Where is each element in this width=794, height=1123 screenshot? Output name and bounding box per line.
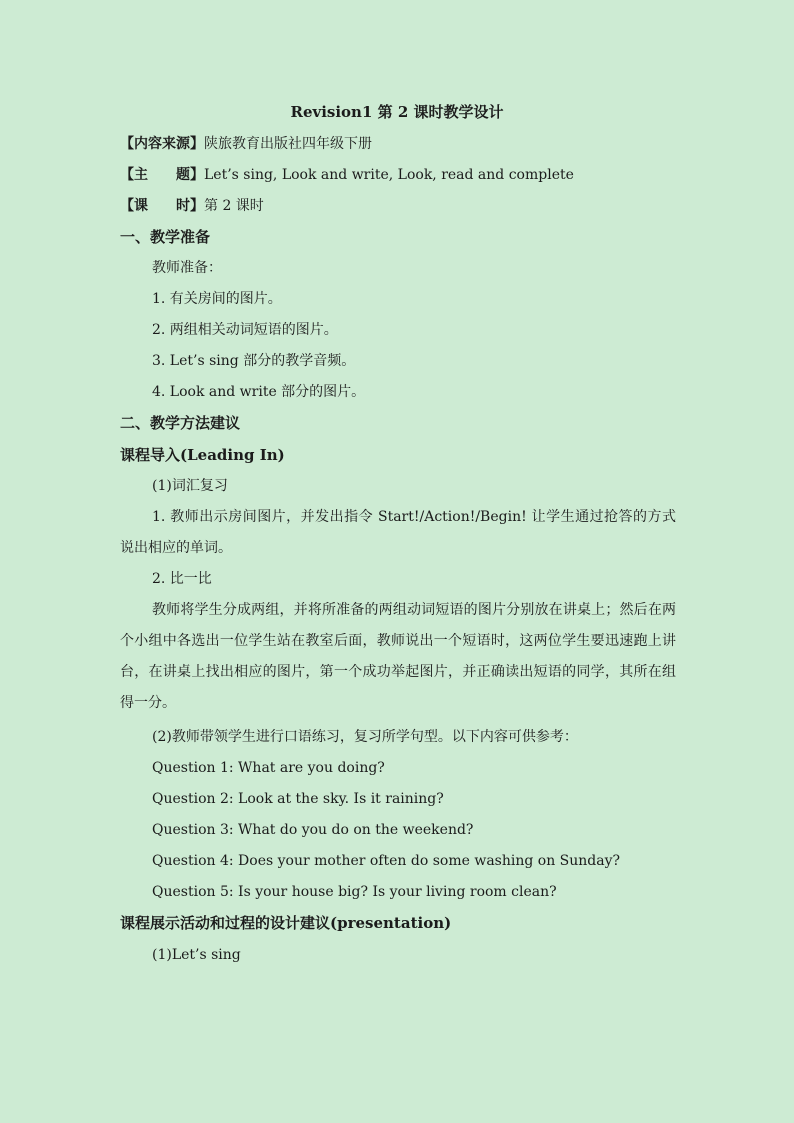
teacher-preparation-intro: 教师准备： <box>152 260 222 276</box>
topic-value: Let’s sing, Look and write, Look, read and complete <box>204 167 574 183</box>
topic-label-end: 题】 <box>176 167 204 183</box>
preparation-item: 2. 两组相关动词短语的图片。 <box>152 322 338 338</box>
compare-paragraph: 教师将学生分成两组，并将所准备的两组动词短语的图片分别放在讲桌上；然后在两个小组中各选出一位学生站在教室后面，教师说出一个短语时，这两位学生要迅速跑上讲台，在讲桌上找出相应的图片，第一个成功举起图片，并正确读出短语的同学，其所在组得一分。 <box>120 602 676 711</box>
question-item: Question 5: Is your house big? Is your living room clean? <box>152 884 557 900</box>
period-label-start: 【课 <box>120 198 148 214</box>
preparation-item: 4. Look and write 部分的图片。 <box>152 384 366 400</box>
lets-sing-subheading: (1)Let’s sing <box>152 947 241 963</box>
oral-practice-subheading: (2)教师带领学生进行口语练习，复习所学句型。以下内容可供参考： <box>152 729 578 745</box>
vocabulary-review-subheading: (1)词汇复习 <box>152 478 228 494</box>
source-line <box>120 134 372 154</box>
source-value: 陕旅教育出版社四年级下册 <box>204 136 372 152</box>
document-title: Revision1 第 2 课时教学设计 <box>290 103 504 121</box>
preparation-item: 3. Let’s sing 部分的教学音频。 <box>152 353 356 369</box>
section-heading-preparation: 一、教学准备 <box>120 228 211 246</box>
question-item: Question 4: Does your mother often do some washing on Sunday? <box>152 853 621 869</box>
section-heading-methods: 二、教学方法建议 <box>120 414 241 432</box>
question-item: Question 2: Look at the sky. Is it raining? <box>152 791 444 807</box>
leading-in-heading: 课程导入(Leading In) <box>120 446 285 464</box>
question-item: Question 1: What are you doing? <box>152 760 385 776</box>
topic-label-start: 【主 <box>120 167 148 183</box>
period-value: 第 2 课时 <box>204 198 264 214</box>
presentation-heading: 课程展示活动和过程的设计建议(presentation) <box>120 914 452 932</box>
compare-subheading: 2. 比一比 <box>152 571 212 587</box>
vocabulary-review-paragraph: 1. 教师出示房间图片，并发出指令 Start!/Action!/Begin! 让学生通过抢答的方式说出相应的单词。 <box>120 509 676 556</box>
period-line <box>120 196 264 216</box>
preparation-item: 1. 有关房间的图片。 <box>152 291 282 307</box>
topic-line <box>120 165 574 185</box>
question-item: Question 3: What do you do on the weekend? <box>152 822 474 838</box>
period-label-end: 时】 <box>176 198 204 214</box>
source-label: 【内容来源】 <box>120 136 204 152</box>
